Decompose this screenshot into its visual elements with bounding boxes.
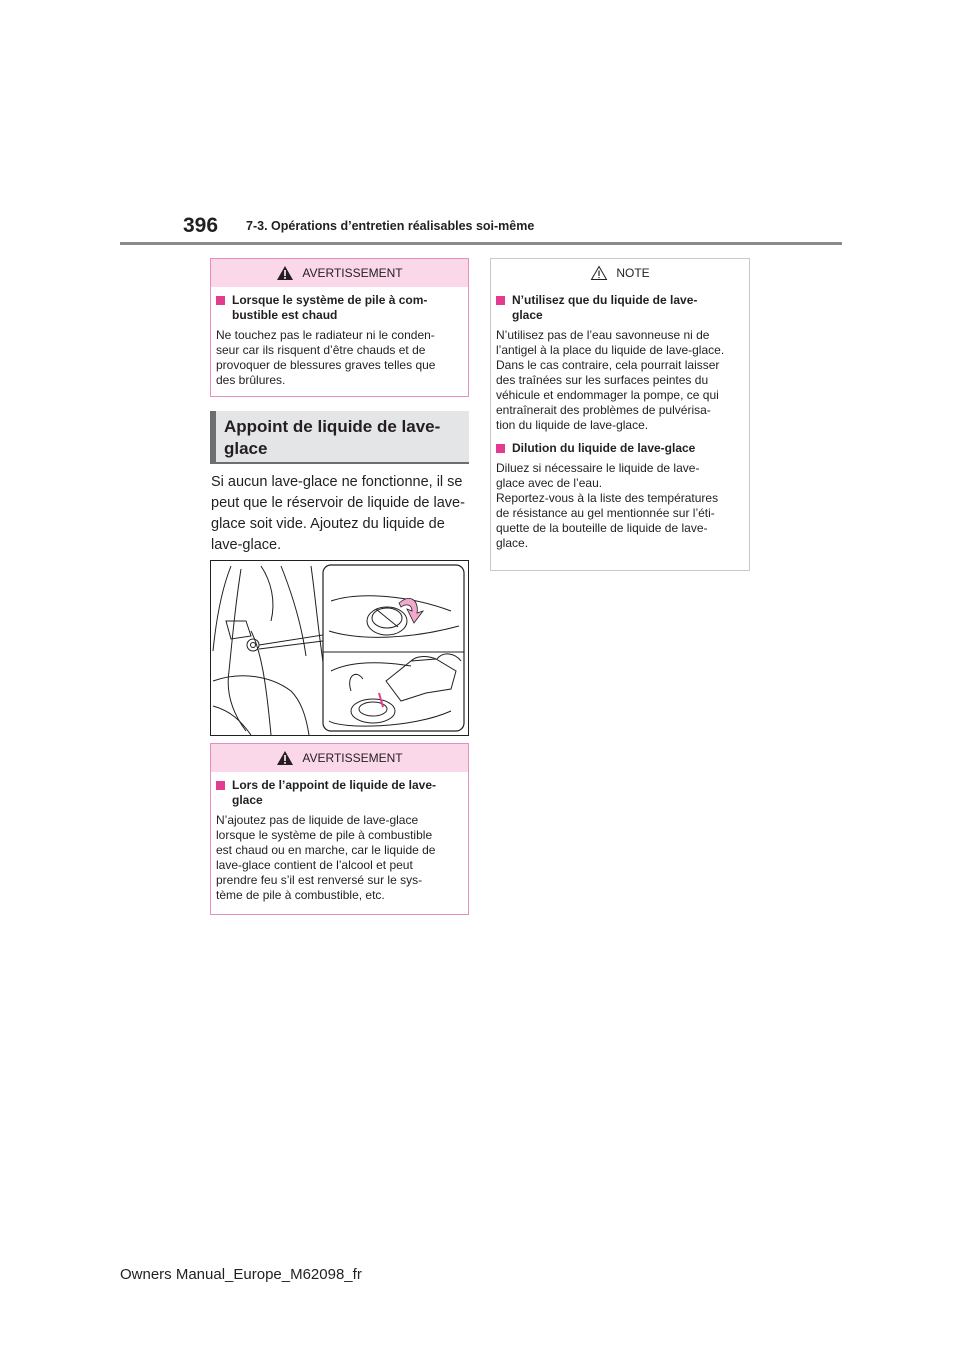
warning-bullet-title: [216, 293, 462, 323]
text-line: glace.: [496, 536, 529, 550]
text-line: entraînerait des problèmes de pulvérisa-: [496, 403, 711, 417]
text-line: Dans le cas contraire, cela pourrait laisser: [496, 358, 720, 372]
heading-line: glace: [224, 439, 268, 458]
text-line: Ne touchez pas le radiateur ni le conden-: [216, 328, 435, 342]
text-line: lorsque le système de pile à combustible: [216, 828, 433, 842]
bullet-square-icon: [216, 781, 225, 790]
text-line: seur car ils risquent d’être chauds et de: [216, 343, 426, 357]
text-line: véhicule et endommager la pompe, ce qui: [496, 388, 719, 402]
warning-text: [216, 328, 462, 388]
text-line: prendre feu s’il est renversé sur le sys-: [216, 873, 423, 887]
note-bullet-title: [496, 293, 743, 323]
text-line: N’ajoutez pas de liquide de lave-glace: [216, 813, 419, 827]
note-box: [490, 258, 750, 571]
page-number: 396: [183, 214, 219, 237]
text-line: tème de pile à combustible, etc.: [216, 888, 385, 902]
warning-label: AVERTISSEMENT: [302, 751, 403, 765]
bullet-square-icon: [496, 296, 505, 305]
warning-triangle-icon: [276, 265, 294, 281]
text-line: provoquer de blessures graves telles que: [216, 358, 436, 372]
note-text: [496, 461, 743, 551]
text-line: glace soit vide. Ajoutez du liquide de: [211, 516, 445, 532]
footer-manual-id: Owners Manual_Europe_M62098_fr: [120, 1266, 362, 1283]
text-line: est chaud ou en marche, car le liquide de: [216, 843, 436, 857]
bullet-title-line: glace: [232, 793, 263, 807]
text-line: quette de la bouteille de liquide de lave-: [496, 521, 708, 535]
note-bullet-title: [496, 441, 743, 456]
warning-triangle-icon: [276, 750, 294, 766]
warning-header: [211, 744, 468, 772]
warning-text: [216, 813, 462, 903]
section-heading: [210, 411, 469, 464]
bullet-title-line: glace: [512, 308, 543, 322]
section-title: 7-3. Opérations d’entretien réalisables soi-même: [246, 219, 535, 233]
text-line: N’utilisez pas de l’eau savonneuse ni de: [496, 328, 710, 342]
warning-header: [211, 259, 468, 287]
bullet-title-line: Dilution du liquide de lave-glace: [512, 441, 696, 455]
header-rule: [120, 242, 842, 245]
text-line: l’antigel à la place du liquide de lave-glace.: [496, 343, 725, 357]
note-label: NOTE: [616, 266, 650, 280]
warning-box-refill: [210, 743, 469, 915]
text-line: lave-glace.: [211, 537, 282, 553]
bullet-title-line: bustible est chaud: [232, 308, 338, 322]
bullet-square-icon: [216, 296, 225, 305]
text-line: Diluez si nécessaire le liquide de lave-: [496, 461, 700, 475]
note-text: [496, 328, 743, 433]
caution-outline-triangle-icon: [590, 265, 608, 281]
text-line: tion du liquide de lave-glace.: [496, 418, 649, 432]
warning-box-hot-fuel-cell: [210, 258, 469, 397]
text-line: glace avec de l’eau.: [496, 476, 603, 490]
text-line: Si aucun lave-glace ne fonctionne, il se: [211, 474, 463, 490]
text-line: lave-glace contient de l’alcool et peut: [216, 858, 413, 872]
warning-bullet-title: [216, 778, 462, 808]
bullet-title-line: Lorsque le système de pile à com-: [232, 293, 428, 307]
intro-paragraph: [211, 472, 473, 556]
text-line: des brûlures.: [216, 373, 286, 387]
bullet-title-line: Lors de l’appoint de liquide de lave-: [232, 778, 437, 792]
text-line: Reportez-vous à la liste des températures: [496, 491, 719, 505]
engine-bay-drawing: [211, 561, 468, 735]
note-header: [491, 259, 749, 287]
text-line: peut que le réservoir de liquide de lave-: [211, 495, 465, 511]
bullet-square-icon: [496, 444, 505, 453]
heading-line: Appoint de liquide de lave-: [224, 417, 441, 436]
text-line: des traînées sur les surfaces peintes du: [496, 373, 709, 387]
bullet-title-line: N’utilisez que du liquide de lave-: [512, 293, 698, 307]
warning-label: AVERTISSEMENT: [302, 266, 403, 280]
washer-fluid-illustration: [210, 560, 469, 736]
text-line: de résistance au gel mentionnée sur l’éti-: [496, 506, 715, 520]
